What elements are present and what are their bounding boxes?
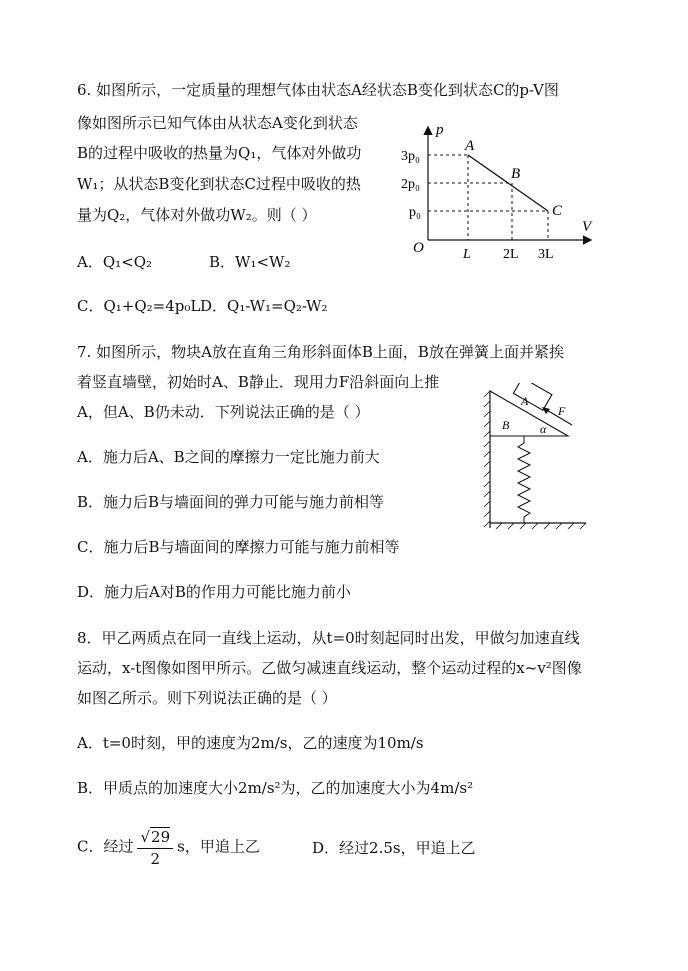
q7-option-d: D．施力后A对B的作用力可能比施力前小 [77,583,351,601]
wedge-spring-figure [480,383,595,533]
x-tick-2l: 2L [503,247,519,262]
fraction-denominator: 2 [150,850,161,868]
q6-option-d: D．Q₁-W₁=Q₂-W₂ [200,297,328,315]
y-tick-p0: p₀ [409,205,421,220]
q8-option-c-prefix: C．经过 [77,837,134,856]
sqrt-radicand: 29 [151,828,171,846]
q8-option-b: B．甲质点的加速度大小2m/s²为，乙的加速度大小为4m/s² [77,779,474,797]
x-axis-label: V [582,219,592,235]
point-c-label: C [552,203,563,219]
q6-option-a: A．Q₁<Q₂ [77,253,153,271]
q8-line-3: 如图乙所示。则下列说法正确的是（ ） [77,689,337,707]
q7-option-b: B．施力后B与墙面间的弹力可能与施力前相等 [77,493,385,511]
y-tick-3p0: 3p₀ [401,149,420,164]
y-axis-label: p [436,122,444,138]
q6-line-5: 量为Q₂，气体对外做功W₂。则（ ） [77,206,317,224]
block-a [513,383,551,410]
q7-line-3: A，但A、B仍未动．下列说法正确的是（ ） [77,403,370,421]
q6-line-3: B的过程中吸收的热量为Q₁，气体对外做功 [77,144,362,162]
x-tick-3l: 3L [538,247,554,262]
y-tick-2p0: 2p₀ [401,177,420,192]
q6-line-2: 像如图所示已知气体由从状态A变化到状态 [77,114,358,132]
origin-label: O [413,240,424,256]
q8-line-2: 运动，x-t图像如图甲所示。乙做匀减速直线运动，整个运动过程的x~v²图像 [77,659,582,677]
q6-line-1: 6. 如图所示，一定质量的理想气体由状态A经状态B变化到状态C的p-V图 [77,81,559,99]
pv-graph [395,118,605,268]
q7-line-1: 7. 如图所示，物块A放在直角三角形斜面体B上面，B放在弹簧上面并紧挨 [77,343,564,361]
q7-line-2: 着竖直墙壁，初始时A、B静止．现用力F沿斜面向上推 [77,373,440,391]
q8-option-c-suffix: s，甲追上乙 [177,837,260,856]
q6-line-4: W₁；从状态B变化到状态C过程中吸收的热 [77,175,361,193]
process-line [468,155,548,211]
point-b-label: B [511,166,521,182]
label-f: F [558,404,566,418]
q8-option-c [77,826,260,869]
x-tick-l: L [463,247,471,262]
q7-option-c: C．施力后B与墙面间的摩擦力可能与施力前相等 [77,538,400,556]
q8-option-d: D．经过2.5s，甲追上乙 [312,839,476,857]
spring [518,436,530,523]
q6-option-b: B．W₁<W₂ [209,253,291,271]
label-a: A [521,394,529,408]
label-b: B [502,418,510,432]
label-alpha: α [540,422,547,436]
q6-option-c: C．Q₁+Q₂=4p₀L [77,297,201,315]
q7-option-a: A．施力后A、B之间的摩擦力一定比施力前大 [77,448,380,466]
q8-line-1: 8．甲乙两质点在同一直线上运动，从t=0时刻起同时出发，甲做匀加速直线 [77,629,580,647]
q8-option-a: A．t=0时刻，甲的速度为2m/s，乙的速度为10m/s [77,734,424,752]
point-a-label: A [465,138,475,154]
sqrt-fraction: $\frac{√29}{2}$ [137,826,173,869]
